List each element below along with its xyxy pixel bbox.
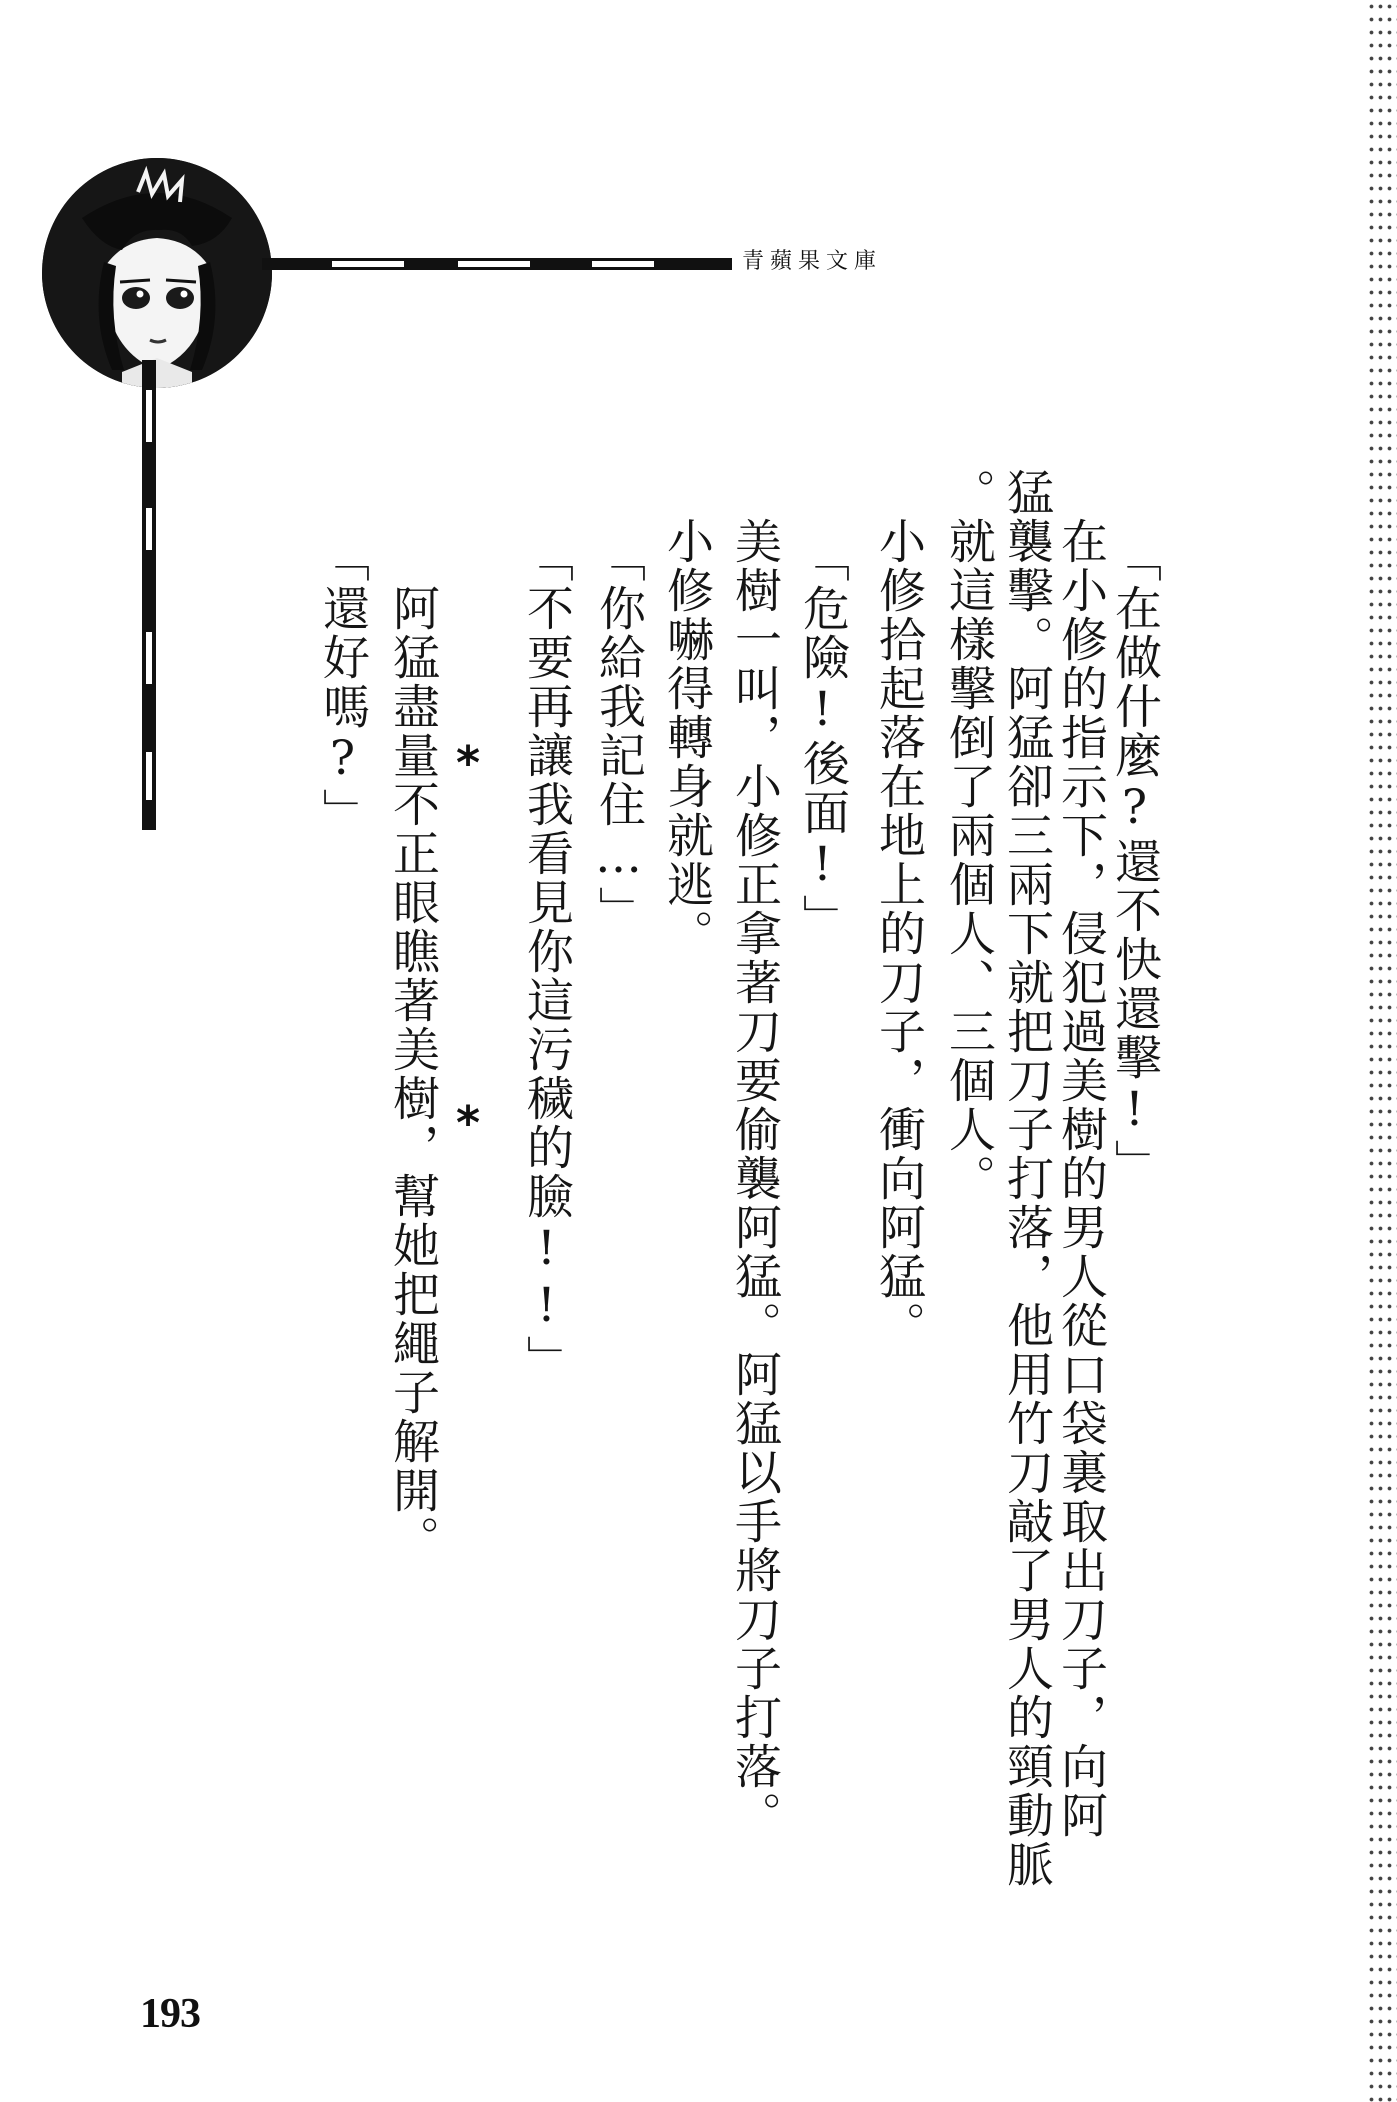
- section-break-asterisk: *: [456, 1096, 481, 1150]
- text-column-11: 阿猛盡量不正眼瞧著美樹，幫她把繩子解開。: [385, 535, 440, 1564]
- text-column-10: 「不要再讓我看見你這污穢的臉!!」: [519, 535, 574, 1384]
- text-column-5: 小修拾起落在地上的刀子，衝向阿猛。: [871, 468, 926, 1350]
- text-column-1: 「在做什麼?還不快還擊!」: [1107, 535, 1162, 1188]
- side-rule: [142, 360, 156, 830]
- page-binding-edge: [1367, 0, 1397, 2102]
- series-imprint: 青蘋果文庫: [742, 249, 883, 274]
- character-portrait: [42, 158, 272, 388]
- text-column-7: 美樹一叫，小修正拿著刀要偷襲阿猛。阿猛以手將刀子打落。: [727, 468, 782, 1840]
- text-column-9: 「你給我記住…」: [591, 535, 646, 935]
- text-column-2: 在小修的指示下，侵犯過美樹的男人從口袋裏取出刀子，向阿: [1053, 468, 1108, 1840]
- text-column-4: 。就這樣擊倒了兩個人、三個人。: [941, 468, 996, 1203]
- text-column-8: 小修嚇得轉身就逃。: [659, 468, 714, 958]
- section-break-asterisk: *: [456, 736, 481, 790]
- text-column-6: 「危險!後面!」: [795, 535, 850, 943]
- text-column-3: 猛襲擊。阿猛卻三兩下就把刀子打落，他用竹刀敲了男人的頸動脈: [999, 468, 1054, 1889]
- page-number: 193: [140, 1991, 200, 2037]
- portrait-illustration: [42, 158, 272, 388]
- header-rule: [262, 258, 732, 270]
- text-column-12: 「還好嗎?」: [315, 535, 370, 837]
